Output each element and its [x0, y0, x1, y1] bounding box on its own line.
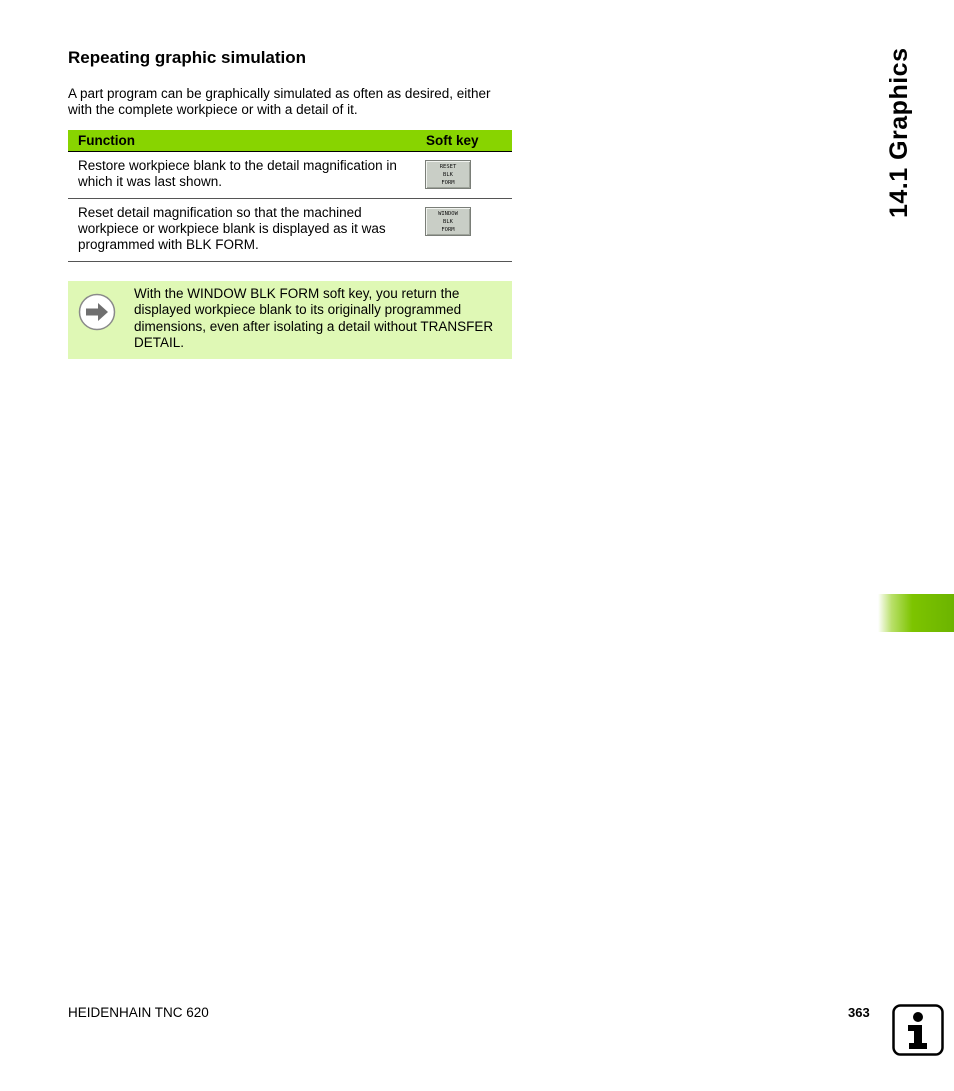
softkey-label-line: FORM	[441, 179, 455, 186]
window-blk-form-softkey[interactable]	[425, 207, 471, 236]
column-header-soft-key: Soft key	[423, 130, 512, 152]
softkey-label-line: BLK	[443, 171, 453, 178]
note-text: With the WINDOW BLK FORM soft key, you return the displayed workpiece blank to its originally programmed dimensions, even after isolating a detail without TRANSFER DETAIL.	[134, 286, 494, 350]
table-row	[68, 152, 512, 199]
function-description: Restore workpiece blank to the detail magnification in which it was last shown.	[68, 152, 423, 199]
softkey-label-line: RESET	[439, 163, 457, 170]
softkey-label-line: BLK	[443, 218, 453, 225]
column-header-function: Function	[68, 130, 423, 152]
intro-paragraph: A part program can be graphically simulated as often as desired, either with the complete workpiece or with a detail of it.	[68, 86, 491, 117]
chapter-title: 14.1 Graphics	[885, 47, 913, 218]
footer-product: HEIDENHAIN TNC 620	[68, 1005, 209, 1020]
table-header-row	[68, 130, 512, 152]
note-box	[68, 281, 512, 359]
softkey-label-line: WINDOW	[438, 210, 458, 217]
info-icon[interactable]	[892, 1004, 944, 1056]
table-row	[68, 199, 512, 262]
page-number: 363	[848, 1005, 870, 1020]
reset-blk-form-softkey[interactable]	[425, 160, 471, 189]
softkey-label-line: FORM	[441, 226, 455, 233]
chapter-tab-marker	[878, 594, 954, 632]
arrow-right-icon	[78, 293, 116, 331]
function-table	[68, 130, 512, 262]
function-description: Reset detail magnification so that the machined workpiece or workpiece blank is displayed as it was programmed with BLK FORM.	[68, 199, 423, 262]
section-heading: Repeating graphic simulation	[68, 48, 307, 67]
